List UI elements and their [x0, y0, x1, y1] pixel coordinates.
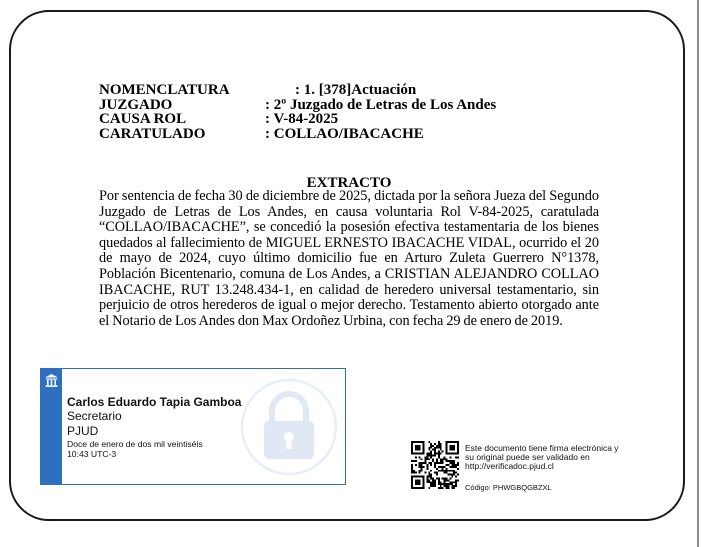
- header-row-causa-rol: [99, 112, 496, 127]
- signature-text: [67, 395, 241, 459]
- header-value: : 1. [378]Actuación: [265, 82, 417, 98]
- case-header: [99, 83, 496, 141]
- extracto-body: Por sentencia de fecha 30 de diciembre de 2025, dictada por la señora Jueza del Segundo Juzgado de Letras de Los Andes, en causa voluntaria Rol V-84-2025, caratulada “COLLAO/IBACACHE”, se concedió la posesión efectiva testamentaria de los bienes quedados al fallecimiento de MIGUEL ERNESTO IBACACHE VIDAL, ocurrido el 20 de mayo de 2024, cuyo último domicilio fue en Arturo Zuleta Guerrero N°1378, Población Bicentenario, comuna de Los Andes, a CRISTIAN ALEJANDRO COLLAO IBACACHE, RUT 13.248.434-1, en calidad de heredero universal testamentario, sin perjuicio de otros herederos de igual o mejor derecho. Testamento abierto otorgado ante el Notario de Los Andes don Max Ordoñez Urbina, con fecha 29 de enero de 2019.: [99, 188, 599, 329]
- signer-institution: PJUD: [67, 424, 99, 438]
- qr-code-icon: [411, 441, 459, 489]
- signer-name: Carlos Eduardo Tapia Gamboa: [67, 395, 242, 409]
- header-label: CAUSA ROL: [99, 111, 187, 127]
- signature-time: 10:43 UTC-3: [67, 448, 117, 459]
- verification-code: Código: PHWGBQGBZXL: [465, 483, 552, 492]
- lock-icon: [239, 377, 339, 482]
- page-edge: [697, 0, 699, 547]
- signature-date: Doce de enero de dos mil veintiséis: [67, 439, 203, 449]
- courthouse-icon: [44, 373, 59, 393]
- header-row-juzgado: [99, 98, 496, 113]
- signer-role: Secretario: [67, 409, 122, 423]
- header-value: : 2º Juzgado de Letras de Los Andes: [265, 96, 497, 113]
- extracto-title: EXTRACTO: [306, 175, 392, 191]
- header-label: JUZGADO: [99, 96, 173, 113]
- header-value: : COLLAO/IBACACHE: [265, 125, 424, 142]
- header-row-caratulado: [99, 127, 496, 142]
- header-label: CARATULADO: [99, 125, 206, 142]
- header-label: NOMENCLATURA: [99, 82, 230, 98]
- signature-card: [40, 368, 346, 485]
- signature-accent-bar: [41, 369, 62, 485]
- header-row-nomenclatura: [99, 83, 496, 98]
- header-value: : V-84-2025: [265, 111, 339, 127]
- verification-text: Este documento tiene firma electrónica y su original puede ser validado en http://verificadoc.pjud.cl: [465, 443, 619, 472]
